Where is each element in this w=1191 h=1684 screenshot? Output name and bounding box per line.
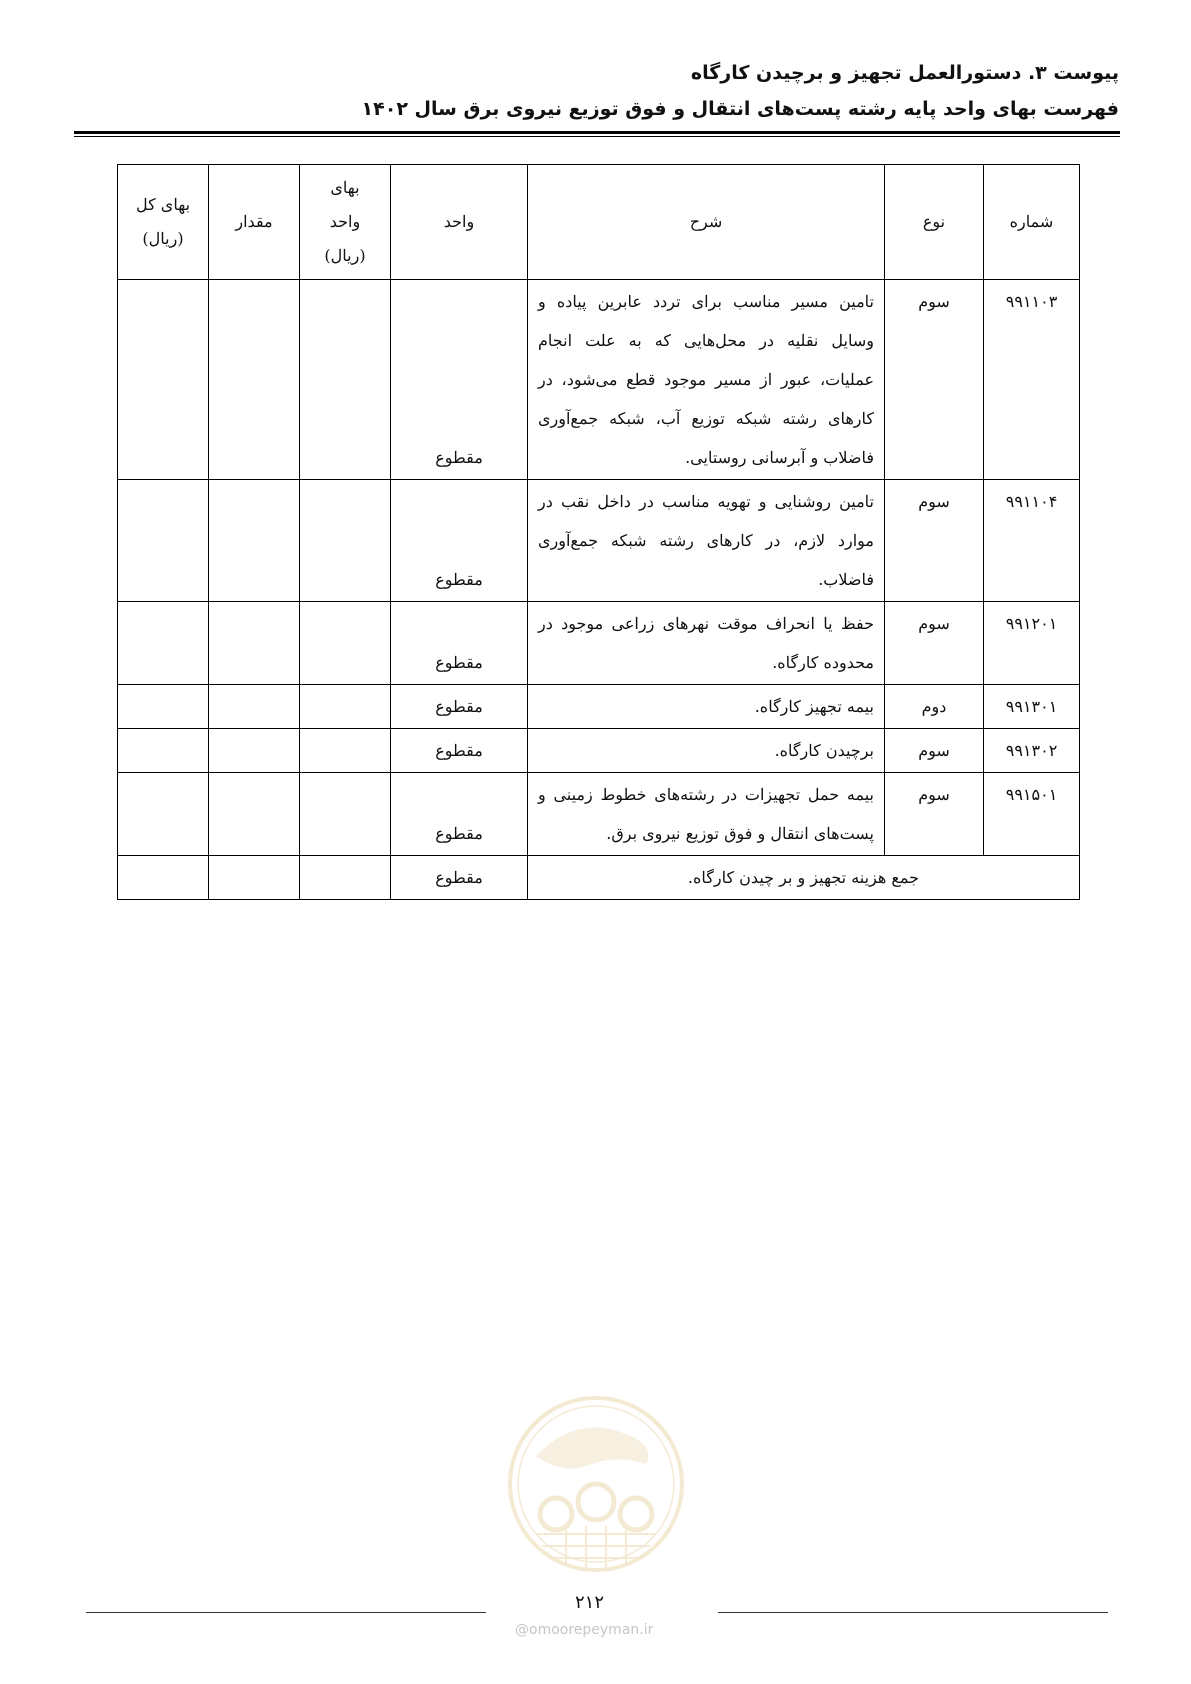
footer-rule-right xyxy=(718,1612,1108,1613)
col-unit-price-line2: واحد xyxy=(329,212,361,231)
col-unit-price-line1: بهای xyxy=(330,178,360,197)
table-row xyxy=(118,602,1080,685)
total-label: جمع هزینه تجهیز و بر چیدن کارگاه. xyxy=(528,856,1080,900)
item-number: ۹۹۱۵۰۱ xyxy=(984,773,1080,856)
item-quantity xyxy=(209,773,300,856)
col-total-price xyxy=(118,165,209,280)
item-unit-price xyxy=(300,729,391,773)
item-type: دوم xyxy=(885,685,984,729)
table-total-row xyxy=(118,856,1080,900)
item-unit-price xyxy=(300,773,391,856)
total-quantity xyxy=(209,856,300,900)
item-quantity xyxy=(209,685,300,729)
site-url: @omoorepeyman.ir xyxy=(515,1622,654,1638)
item-total-price xyxy=(118,280,209,480)
item-quantity xyxy=(209,280,300,480)
item-type: سوم xyxy=(885,729,984,773)
item-quantity xyxy=(209,729,300,773)
item-total-price xyxy=(118,773,209,856)
item-total-price xyxy=(118,602,209,685)
total-price xyxy=(118,856,209,900)
item-unit-price xyxy=(300,602,391,685)
item-total-price xyxy=(118,685,209,729)
col-total-price-line1: بهای کل xyxy=(135,195,191,214)
col-unit-price xyxy=(300,165,391,280)
table-row xyxy=(118,773,1080,856)
col-quantity: مقدار xyxy=(209,165,300,280)
item-unit-price xyxy=(300,280,391,480)
item-type: سوم xyxy=(885,602,984,685)
col-total-price-line2: (ریال) xyxy=(142,229,184,248)
page-header xyxy=(69,58,1119,124)
col-number: شماره xyxy=(984,165,1080,280)
item-unit-price xyxy=(300,685,391,729)
item-number: ۹۹۱۱۰۳ xyxy=(984,280,1080,480)
item-number: ۹۹۱۲۰۱ xyxy=(984,602,1080,685)
item-number: ۹۹۱۱۰۴ xyxy=(984,480,1080,602)
item-description: بیمه حمل تجهیزات در رشته‌های خطوط زمینی و پست‌های انتقال و فوق توزیع نیروی برق. xyxy=(528,773,885,856)
total-unit: مقطوع xyxy=(391,856,528,900)
item-quantity xyxy=(209,480,300,602)
item-unit: مقطوع xyxy=(391,480,528,602)
item-quantity xyxy=(209,602,300,685)
item-unit: مقطوع xyxy=(391,280,528,480)
table-row xyxy=(118,685,1080,729)
header-rule-thick xyxy=(74,131,1120,134)
watermark-logo-icon xyxy=(506,1394,686,1574)
item-total-price xyxy=(118,480,209,602)
page-number: ۲۱۲ xyxy=(575,1592,605,1613)
total-unit-price xyxy=(300,856,391,900)
item-unit: مقطوع xyxy=(391,602,528,685)
header-rule-thin xyxy=(74,136,1120,137)
price-list-title: فهرست بهای واحد پایه رشته پست‌های انتقال و فوق توزیع نیروی برق سال ۱۴۰۲ xyxy=(361,98,1119,120)
footer-rule-left xyxy=(86,1612,486,1613)
col-unit-price-line3: (ریال) xyxy=(324,246,366,265)
table-header-row xyxy=(118,165,1080,280)
item-type: سوم xyxy=(885,480,984,602)
col-description: شرح xyxy=(528,165,885,280)
table-row xyxy=(118,280,1080,480)
item-type: سوم xyxy=(885,280,984,480)
item-unit: مقطوع xyxy=(391,685,528,729)
item-description: برچیدن کارگاه. xyxy=(528,729,885,773)
item-unit-price xyxy=(300,480,391,602)
item-description: حفظ یا انحراف موقت نهرهای زراعی موجود در محدوده کارگاه. xyxy=(528,602,885,685)
item-unit: مقطوع xyxy=(391,729,528,773)
item-description: تامین مسیر مناسب برای تردد عابرین پیاده و وسایل نقلیه در محل‌هایی که به علت انجام عملیات، عبور از مسیر موجود قطع می‌شود، در کارهای رشته شبکه توزیع آب، شبکه جمع‌آوری فاضلاب و آبرسانی روستایی. xyxy=(528,280,885,480)
item-type: سوم xyxy=(885,773,984,856)
col-unit: واحد xyxy=(391,165,528,280)
item-total-price xyxy=(118,729,209,773)
item-unit: مقطوع xyxy=(391,773,528,856)
table-row xyxy=(118,480,1080,602)
col-type: نوع xyxy=(885,165,984,280)
table-row xyxy=(118,729,1080,773)
price-items-table xyxy=(117,164,1080,900)
appendix-title: پیوست ۳. دستورالعمل تجهیز و برچیدن کارگاه xyxy=(690,62,1119,84)
item-number: ۹۹۱۳۰۲ xyxy=(984,729,1080,773)
item-description: تامین روشنایی و تهویه مناسب در داخل نقب در موارد لازم، در کارهای رشته شبکه جمع‌آوری فاضلاب. xyxy=(528,480,885,602)
item-description: بیمه تجهیز کارگاه. xyxy=(528,685,885,729)
item-number: ۹۹۱۳۰۱ xyxy=(984,685,1080,729)
